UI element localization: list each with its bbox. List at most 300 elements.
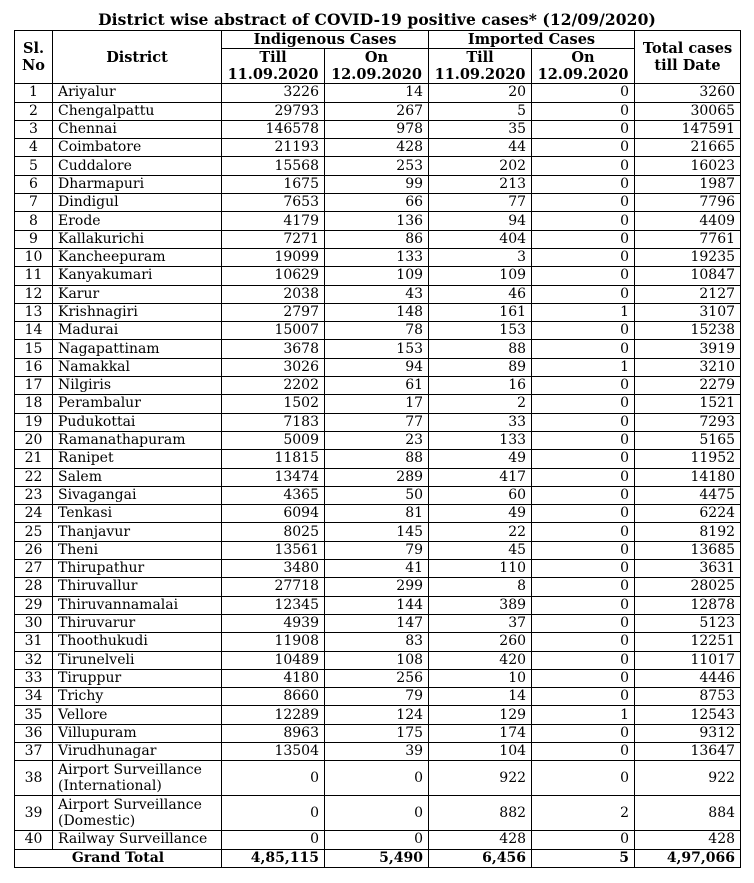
- cell-imported-till: 260: [429, 633, 532, 651]
- cell-sl-no: 10: [15, 248, 53, 266]
- cell-sl-no: 33: [15, 669, 53, 687]
- grand-total-imported-till: 6,456: [429, 849, 532, 867]
- cell-indigenous-on: 66: [325, 194, 429, 212]
- cell-total-cases: 147591: [635, 120, 741, 138]
- table-row: [15, 724, 741, 742]
- cell-total-cases: 21665: [635, 139, 741, 157]
- cell-indigenous-till: 3226: [222, 84, 325, 102]
- cell-imported-on: 0: [532, 596, 635, 614]
- cell-sl-no: 5: [15, 157, 53, 175]
- table-row: [15, 267, 741, 285]
- cell-indigenous-on: 108: [325, 651, 429, 669]
- cell-district: Ramanathapuram: [53, 431, 222, 449]
- cell-indigenous-till: 0: [222, 761, 325, 796]
- cell-imported-on: 0: [532, 578, 635, 596]
- cell-sl-no: 3: [15, 120, 53, 138]
- cell-imported-on: 0: [532, 84, 635, 102]
- cell-total-cases: 7761: [635, 230, 741, 248]
- cell-total-cases: 19235: [635, 248, 741, 266]
- cell-district: Krishnagiri: [53, 303, 222, 321]
- cell-district: Trichy: [53, 688, 222, 706]
- grand-total-row: [15, 849, 741, 867]
- cell-district: Thirupathur: [53, 560, 222, 578]
- cell-indigenous-on: 81: [325, 505, 429, 523]
- cell-district: Madurai: [53, 322, 222, 340]
- cell-imported-till: 45: [429, 541, 532, 559]
- cell-indigenous-on: 175: [325, 724, 429, 742]
- cell-imported-on: 0: [532, 285, 635, 303]
- cell-imported-on: 0: [532, 431, 635, 449]
- cell-indigenous-till: 12345: [222, 596, 325, 614]
- table-row: [15, 468, 741, 486]
- cell-indigenous-till: 1502: [222, 395, 325, 413]
- cell-indigenous-on: 43: [325, 285, 429, 303]
- cell-imported-till: 89: [429, 358, 532, 376]
- cell-indigenous-till: 7183: [222, 413, 325, 431]
- header-imported-till: Till 11.09.2020: [429, 49, 532, 84]
- cell-sl-no: 6: [15, 175, 53, 193]
- cell-indigenous-till: 2797: [222, 303, 325, 321]
- cell-indigenous-on: 79: [325, 688, 429, 706]
- cell-sl-no: 7: [15, 194, 53, 212]
- cell-district: Namakkal: [53, 358, 222, 376]
- cell-total-cases: 9312: [635, 724, 741, 742]
- cell-district: Kallakurichi: [53, 230, 222, 248]
- cell-sl-no: 39: [15, 796, 53, 831]
- cell-indigenous-on: 428: [325, 139, 429, 157]
- cell-district: Ariyalur: [53, 84, 222, 102]
- cell-imported-till: 129: [429, 706, 532, 724]
- cell-imported-on: 0: [532, 413, 635, 431]
- cell-indigenous-on: 978: [325, 120, 429, 138]
- cell-imported-on: 0: [532, 267, 635, 285]
- cell-sl-no: 16: [15, 358, 53, 376]
- cell-indigenous-on: 61: [325, 377, 429, 395]
- cell-indigenous-till: 13561: [222, 541, 325, 559]
- cell-district: Nagapattinam: [53, 340, 222, 358]
- cell-total-cases: 8192: [635, 523, 741, 541]
- cell-total-cases: 3919: [635, 340, 741, 358]
- cell-indigenous-till: 8025: [222, 523, 325, 541]
- table-row: [15, 651, 741, 669]
- cell-imported-on: 0: [532, 340, 635, 358]
- cell-imported-on: 0: [532, 230, 635, 248]
- table-row: [15, 377, 741, 395]
- cell-indigenous-till: 2038: [222, 285, 325, 303]
- cell-indigenous-till: 0: [222, 831, 325, 849]
- cell-imported-till: 882: [429, 796, 532, 831]
- cell-indigenous-till: 10629: [222, 267, 325, 285]
- cell-imported-on: 0: [532, 523, 635, 541]
- cell-imported-till: 37: [429, 614, 532, 632]
- table-row: [15, 212, 741, 230]
- cell-total-cases: 4409: [635, 212, 741, 230]
- cell-indigenous-on: 147: [325, 614, 429, 632]
- table-row: [15, 175, 741, 193]
- cell-indigenous-till: 4179: [222, 212, 325, 230]
- cell-indigenous-till: 6094: [222, 505, 325, 523]
- table-body: [15, 84, 741, 849]
- cell-total-cases: 7796: [635, 194, 741, 212]
- cell-indigenous-till: 11908: [222, 633, 325, 651]
- cell-district: Kancheepuram: [53, 248, 222, 266]
- cell-indigenous-till: 4939: [222, 614, 325, 632]
- cell-imported-till: 44: [429, 139, 532, 157]
- cell-district: Karur: [53, 285, 222, 303]
- cell-indigenous-on: 299: [325, 578, 429, 596]
- cell-imported-on: 0: [532, 688, 635, 706]
- cell-indigenous-till: 11815: [222, 450, 325, 468]
- cell-indigenous-till: 3678: [222, 340, 325, 358]
- cell-total-cases: 5123: [635, 614, 741, 632]
- cell-imported-till: 22: [429, 523, 532, 541]
- cell-total-cases: 11952: [635, 450, 741, 468]
- cell-imported-till: 104: [429, 742, 532, 760]
- cell-district: Cuddalore: [53, 157, 222, 175]
- cell-district: Railway Surveillance: [53, 831, 222, 849]
- cell-sl-no: 32: [15, 651, 53, 669]
- cell-imported-till: 3: [429, 248, 532, 266]
- cell-sl-no: 34: [15, 688, 53, 706]
- cell-indigenous-on: 88: [325, 450, 429, 468]
- cell-indigenous-on: 136: [325, 212, 429, 230]
- cell-imported-on: 0: [532, 395, 635, 413]
- cell-sl-no: 30: [15, 614, 53, 632]
- cell-imported-on: 0: [532, 377, 635, 395]
- grand-total-indigenous-till: 4,85,115: [222, 849, 325, 867]
- table-row: [15, 450, 741, 468]
- cell-total-cases: 3107: [635, 303, 741, 321]
- cell-imported-till: 88: [429, 340, 532, 358]
- cell-district: Vellore: [53, 706, 222, 724]
- cell-total-cases: 12543: [635, 706, 741, 724]
- cell-district: Coimbatore: [53, 139, 222, 157]
- table-row: [15, 578, 741, 596]
- cell-district: Erode: [53, 212, 222, 230]
- cell-indigenous-on: 109: [325, 267, 429, 285]
- cell-imported-on: 0: [532, 633, 635, 651]
- cell-imported-on: 0: [532, 139, 635, 157]
- table-row: [15, 395, 741, 413]
- cell-indigenous-on: 253: [325, 157, 429, 175]
- cell-indigenous-on: 0: [325, 831, 429, 849]
- cell-district: Tirunelveli: [53, 651, 222, 669]
- cell-imported-till: 420: [429, 651, 532, 669]
- cell-indigenous-on: 99: [325, 175, 429, 193]
- cell-sl-no: 22: [15, 468, 53, 486]
- cell-sl-no: 1: [15, 84, 53, 102]
- table-row: [15, 322, 741, 340]
- grand-total-cases: 4,97,066: [635, 849, 741, 867]
- table-row: [15, 139, 741, 157]
- cell-total-cases: 1521: [635, 395, 741, 413]
- cell-district: Villupuram: [53, 724, 222, 742]
- cell-indigenous-on: 41: [325, 560, 429, 578]
- cell-imported-till: 389: [429, 596, 532, 614]
- table-row: [15, 102, 741, 120]
- cell-imported-till: 14: [429, 688, 532, 706]
- cell-imported-on: 0: [532, 194, 635, 212]
- cell-imported-on: 0: [532, 742, 635, 760]
- table-row: [15, 84, 741, 102]
- grand-total-indigenous-on: 5,490: [325, 849, 429, 867]
- cell-imported-on: 0: [532, 322, 635, 340]
- cell-imported-on: 0: [532, 175, 635, 193]
- table-row: [15, 761, 741, 796]
- cell-imported-till: 174: [429, 724, 532, 742]
- cell-sl-no: 8: [15, 212, 53, 230]
- cell-district: Thiruvarur: [53, 614, 222, 632]
- cell-indigenous-on: 23: [325, 431, 429, 449]
- cell-total-cases: 7293: [635, 413, 741, 431]
- cell-sl-no: 31: [15, 633, 53, 651]
- cell-imported-till: 417: [429, 468, 532, 486]
- cell-total-cases: 13685: [635, 541, 741, 559]
- cell-imported-on: 0: [532, 651, 635, 669]
- cell-imported-till: 5: [429, 102, 532, 120]
- table-row: [15, 614, 741, 632]
- cell-indigenous-till: 13474: [222, 468, 325, 486]
- cell-sl-no: 18: [15, 395, 53, 413]
- cell-indigenous-till: 146578: [222, 120, 325, 138]
- cell-imported-on: 0: [532, 486, 635, 504]
- cell-imported-till: 110: [429, 560, 532, 578]
- cell-indigenous-on: 148: [325, 303, 429, 321]
- cell-district: Chengalpattu: [53, 102, 222, 120]
- cell-indigenous-on: 83: [325, 633, 429, 651]
- cell-total-cases: 922: [635, 761, 741, 796]
- cell-sl-no: 25: [15, 523, 53, 541]
- cell-district: Dharmapuri: [53, 175, 222, 193]
- cell-indigenous-on: 78: [325, 322, 429, 340]
- cell-indigenous-till: 15007: [222, 322, 325, 340]
- cell-imported-till: 77: [429, 194, 532, 212]
- cell-indigenous-till: 0: [222, 796, 325, 831]
- cell-imported-till: 109: [429, 267, 532, 285]
- cell-total-cases: 16023: [635, 157, 741, 175]
- cell-indigenous-on: 17: [325, 395, 429, 413]
- cell-indigenous-till: 21193: [222, 139, 325, 157]
- cell-sl-no: 12: [15, 285, 53, 303]
- cell-sl-no: 38: [15, 761, 53, 796]
- cell-imported-till: 60: [429, 486, 532, 504]
- cell-district: Tenkasi: [53, 505, 222, 523]
- cell-imported-till: 20: [429, 84, 532, 102]
- table-row: [15, 120, 741, 138]
- cell-imported-till: 35: [429, 120, 532, 138]
- cell-total-cases: 1987: [635, 175, 741, 193]
- table-row: [15, 688, 741, 706]
- cell-total-cases: 884: [635, 796, 741, 831]
- cell-sl-no: 2: [15, 102, 53, 120]
- table-row: [15, 303, 741, 321]
- cell-sl-no: 24: [15, 505, 53, 523]
- cell-sl-no: 28: [15, 578, 53, 596]
- cell-indigenous-till: 8660: [222, 688, 325, 706]
- cell-total-cases: 3260: [635, 84, 741, 102]
- cell-indigenous-till: 27718: [222, 578, 325, 596]
- cell-sl-no: 20: [15, 431, 53, 449]
- cell-imported-till: 153: [429, 322, 532, 340]
- cell-indigenous-till: 4180: [222, 669, 325, 687]
- cell-total-cases: 6224: [635, 505, 741, 523]
- page-title: District wise abstract of COVID-19 positive cases* (12/09/2020): [98, 10, 656, 29]
- header-sl-no: Sl. No: [15, 31, 53, 84]
- covid-abstract-table: [14, 30, 741, 868]
- cell-total-cases: 12878: [635, 596, 741, 614]
- cell-indigenous-on: 0: [325, 761, 429, 796]
- cell-district: Theni: [53, 541, 222, 559]
- cell-indigenous-till: 7653: [222, 194, 325, 212]
- cell-indigenous-on: 14: [325, 84, 429, 102]
- cell-total-cases: 12251: [635, 633, 741, 651]
- cell-district: Virudhunagar: [53, 742, 222, 760]
- cell-imported-on: 0: [532, 450, 635, 468]
- cell-imported-on: 0: [532, 102, 635, 120]
- cell-imported-on: 0: [532, 614, 635, 632]
- cell-imported-till: 49: [429, 505, 532, 523]
- table-row: [15, 194, 741, 212]
- cell-indigenous-till: 12289: [222, 706, 325, 724]
- table-row: [15, 560, 741, 578]
- cell-indigenous-on: 145: [325, 523, 429, 541]
- cell-sl-no: 35: [15, 706, 53, 724]
- header-indigenous-on: On 12.09.2020: [325, 49, 429, 84]
- cell-imported-on: 0: [532, 560, 635, 578]
- cell-imported-till: 8: [429, 578, 532, 596]
- table-row: [15, 285, 741, 303]
- cell-indigenous-till: 3026: [222, 358, 325, 376]
- cell-district: Sivagangai: [53, 486, 222, 504]
- cell-indigenous-on: 86: [325, 230, 429, 248]
- cell-indigenous-till: 29793: [222, 102, 325, 120]
- cell-district: Chennai: [53, 120, 222, 138]
- cell-sl-no: 23: [15, 486, 53, 504]
- cell-sl-no: 13: [15, 303, 53, 321]
- cell-indigenous-till: 19099: [222, 248, 325, 266]
- cell-indigenous-till: 5009: [222, 431, 325, 449]
- cell-imported-till: 46: [429, 285, 532, 303]
- cell-total-cases: 30065: [635, 102, 741, 120]
- cell-district: Ranipet: [53, 450, 222, 468]
- cell-indigenous-on: 94: [325, 358, 429, 376]
- header-imported-cases: Imported Cases: [429, 31, 635, 49]
- cell-imported-till: 922: [429, 761, 532, 796]
- cell-indigenous-on: 124: [325, 706, 429, 724]
- cell-indigenous-on: 79: [325, 541, 429, 559]
- cell-total-cases: 5165: [635, 431, 741, 449]
- header-district: District: [53, 31, 222, 84]
- cell-imported-on: 0: [532, 157, 635, 175]
- table-row: [15, 505, 741, 523]
- cell-district: Dindigul: [53, 194, 222, 212]
- table-row: [15, 431, 741, 449]
- grand-total-label: Grand Total: [15, 849, 222, 867]
- cell-sl-no: 21: [15, 450, 53, 468]
- cell-sl-no: 19: [15, 413, 53, 431]
- cell-imported-on: 0: [532, 669, 635, 687]
- cell-imported-till: 49: [429, 450, 532, 468]
- cell-district: Airport Surveillance (Domestic): [53, 796, 222, 831]
- cell-indigenous-till: 13504: [222, 742, 325, 760]
- cell-total-cases: 28025: [635, 578, 741, 596]
- cell-imported-on: 0: [532, 761, 635, 796]
- cell-total-cases: 3631: [635, 560, 741, 578]
- cell-sl-no: 36: [15, 724, 53, 742]
- header-imported-on: On 12.09.2020: [532, 49, 635, 84]
- cell-sl-no: 26: [15, 541, 53, 559]
- cell-indigenous-till: 3480: [222, 560, 325, 578]
- table-row: [15, 742, 741, 760]
- table-row: [15, 596, 741, 614]
- cell-sl-no: 14: [15, 322, 53, 340]
- table-row: [15, 486, 741, 504]
- cell-imported-on: 0: [532, 505, 635, 523]
- cell-imported-till: 10: [429, 669, 532, 687]
- cell-imported-till: 33: [429, 413, 532, 431]
- cell-total-cases: 11017: [635, 651, 741, 669]
- cell-district: Thanjavur: [53, 523, 222, 541]
- cell-imported-till: 94: [429, 212, 532, 230]
- cell-imported-on: 2: [532, 796, 635, 831]
- cell-district: Kanyakumari: [53, 267, 222, 285]
- grand-total-imported-on: 5: [532, 849, 635, 867]
- cell-district: Thiruvannamalai: [53, 596, 222, 614]
- cell-total-cases: 14180: [635, 468, 741, 486]
- cell-total-cases: 15238: [635, 322, 741, 340]
- cell-indigenous-on: 0: [325, 796, 429, 831]
- cell-imported-till: 404: [429, 230, 532, 248]
- cell-total-cases: 2127: [635, 285, 741, 303]
- cell-district: Perambalur: [53, 395, 222, 413]
- cell-sl-no: 29: [15, 596, 53, 614]
- cell-total-cases: 8753: [635, 688, 741, 706]
- cell-district: Pudukottai: [53, 413, 222, 431]
- cell-imported-till: 161: [429, 303, 532, 321]
- table-row: [15, 358, 741, 376]
- table-row: [15, 230, 741, 248]
- cell-district: Thiruvallur: [53, 578, 222, 596]
- cell-total-cases: 2279: [635, 377, 741, 395]
- cell-sl-no: 40: [15, 831, 53, 849]
- cell-imported-on: 1: [532, 358, 635, 376]
- cell-imported-till: 2: [429, 395, 532, 413]
- cell-sl-no: 9: [15, 230, 53, 248]
- cell-sl-no: 17: [15, 377, 53, 395]
- cell-imported-on: 0: [532, 831, 635, 849]
- header-total-cases: Total cases till Date: [635, 31, 741, 84]
- cell-imported-till: 133: [429, 431, 532, 449]
- cell-imported-till: 213: [429, 175, 532, 193]
- cell-indigenous-till: 15568: [222, 157, 325, 175]
- table-row: [15, 340, 741, 358]
- cell-total-cases: 13647: [635, 742, 741, 760]
- cell-imported-on: 1: [532, 706, 635, 724]
- cell-indigenous-till: 8963: [222, 724, 325, 742]
- cell-imported-on: 1: [532, 303, 635, 321]
- cell-indigenous-on: 50: [325, 486, 429, 504]
- cell-indigenous-on: 39: [325, 742, 429, 760]
- cell-total-cases: 3210: [635, 358, 741, 376]
- cell-indigenous-till: 7271: [222, 230, 325, 248]
- cell-imported-on: 0: [532, 212, 635, 230]
- cell-imported-till: 16: [429, 377, 532, 395]
- cell-total-cases: 4475: [635, 486, 741, 504]
- cell-district: Tiruppur: [53, 669, 222, 687]
- cell-imported-till: 202: [429, 157, 532, 175]
- cell-imported-on: 0: [532, 541, 635, 559]
- table-row: [15, 706, 741, 724]
